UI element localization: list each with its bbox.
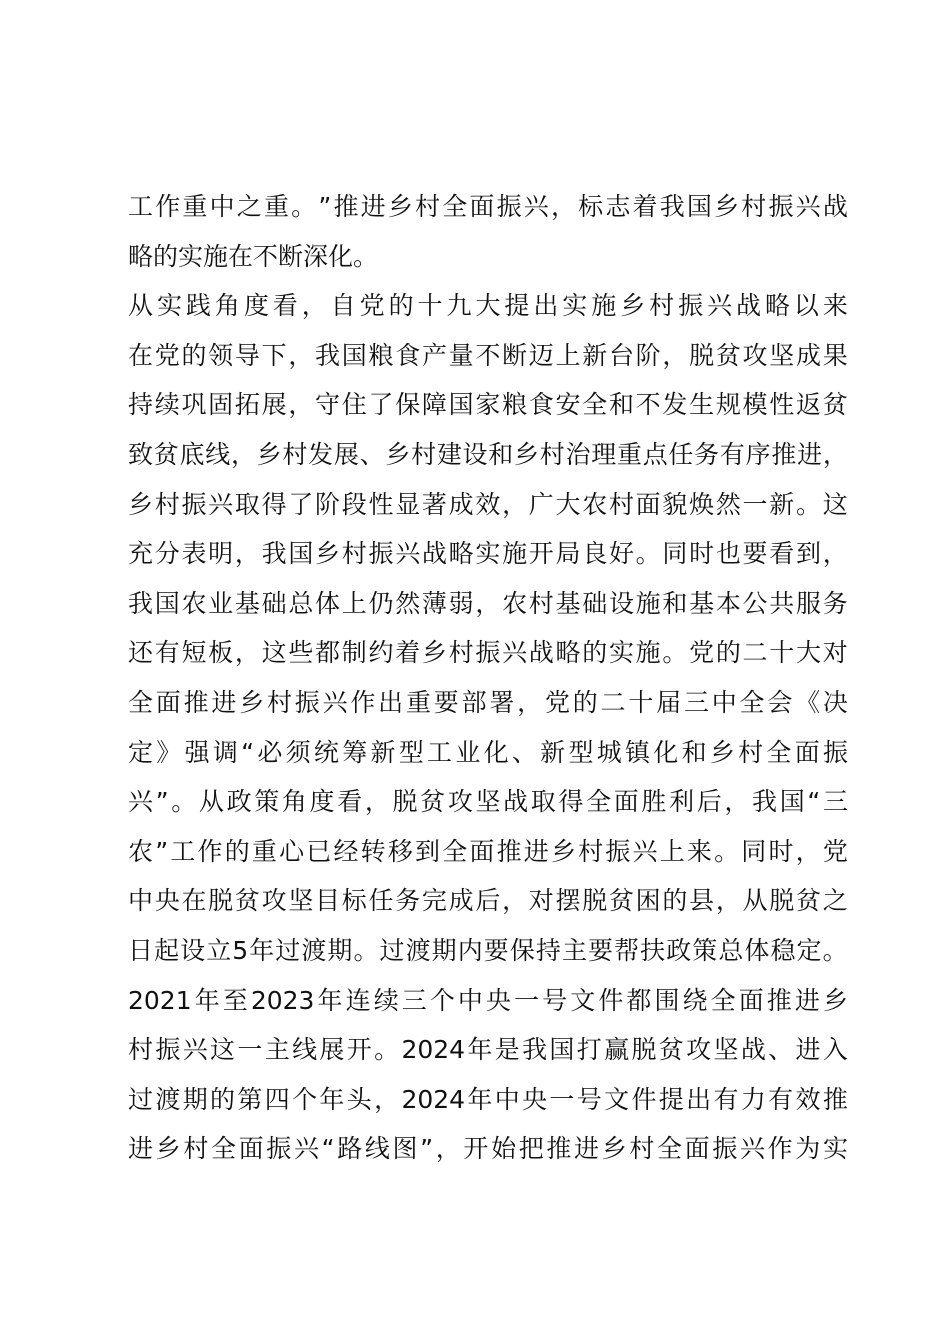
text-line: 2021 年 至 2023 年 连 续 三 个 中 央 一 号 文 件 都 围 绕 全 面 推 进 乡 xyxy=(128,985,848,1015)
text-line: 进 乡 村 全 面 振 兴 “ 路 线 图 ” ， 开 始 把 推 进 乡 村 全 面 振 兴 作 为 实 xyxy=(128,1134,848,1164)
text-line: 致 贫 底 线 ， 乡 村 发 展 、 乡 村 建 设 和 乡 村 治 理 重 点 任 务 有 序 推 进 ， xyxy=(128,439,848,469)
text-line: 我 国 农 业 基 础 总 体 上 仍 然 薄 弱 ， 农 村 基 础 设 施 和 基 本 公 共 服 务 xyxy=(128,588,848,618)
text-line: 还 有 短 板 ， 这 些 都 制 约 着 乡 村 振 兴 战 略 的 实 施 。 党 的 二 十 大 对 xyxy=(128,638,848,668)
text-line: 日 起 设 立 5 年 过 渡 期 。 过 渡 期 内 要 保 持 主 要 帮 扶 政 策 总 体 稳 定 。 xyxy=(128,935,848,965)
text-line: 农 ” 工 作 的 重 心 已 经 转 移 到 全 面 推 进 乡 村 振 兴 上 来 。 同 时 ， 党 xyxy=(128,836,848,866)
text-line: 全 面 推 进 乡 村 振 兴 作 出 重 要 部 署 ， 党 的 二 十 届 三 中 全 会 《 决 xyxy=(128,687,848,717)
text-line: 中 央 在 脱 贫 攻 坚 目 标 任 务 完 成 后 ， 对 摆 脱 贫 困 的 县 ， 从 脱 贫 之 xyxy=(128,886,848,916)
text-line: 充 分 表 明 ， 我 国 乡 村 振 兴 战 略 实 施 开 局 良 好 。 同 时 也 要 看 到 ， xyxy=(128,539,848,569)
text-line: 乡 村 振 兴 取 得 了 阶 段 性 显 著 成 效 ， 广 大 农 村 面 貌 焕 然 一 新 。 这 xyxy=(128,489,848,519)
text-line: 持 续 巩 固 拓 展 ， 守 住 了 保 障 国 家 粮 食 安 全 和 不 发 生 规 模 性 返 贫 xyxy=(128,390,848,420)
text-line: 略的实施在不断深化。 xyxy=(128,241,379,271)
text-line: 定 》 强 调 “ 必 须 统 筹 新 型 工 业 化 、 新 型 城 镇 化 和 乡 村 全 面 振 xyxy=(128,737,848,767)
text-line: 过 渡 期 的 第 四 个 年 头 ， 2024 年 中 央 一 号 文 件 提 出 有 力 有 效 推 xyxy=(128,1084,848,1114)
text-line: 村 振 兴 这 一 主 线 展 开 。 2024 年 是 我 国 打 赢 脱 贫 攻 坚 战 、 进 入 xyxy=(128,1035,848,1065)
text-line: 工 作 重 中 之 重 。 ” 推 进 乡 村 全 面 振 兴 ， 标 志 着 我 国 乡 村 振 兴 战 xyxy=(128,192,848,221)
text-line: 在 党 的 领 导 下 ， 我 国 粮 食 产 量 不 断 迈 上 新 台 阶 ， 脱 贫 攻 坚 成 果 xyxy=(128,340,848,370)
text-line: 兴 ” 。 从 政 策 角 度 看 ， 脱 贫 攻 坚 战 取 得 全 面 胜 利 后 ， 我 国 “ 三 xyxy=(128,787,848,817)
body-text xyxy=(128,182,848,1174)
text-line: 从 实 践 角 度 看 ， 自 党 的 十 九 大 提 出 实 施 乡 村 振 兴 战 略 以 来 xyxy=(128,291,848,321)
